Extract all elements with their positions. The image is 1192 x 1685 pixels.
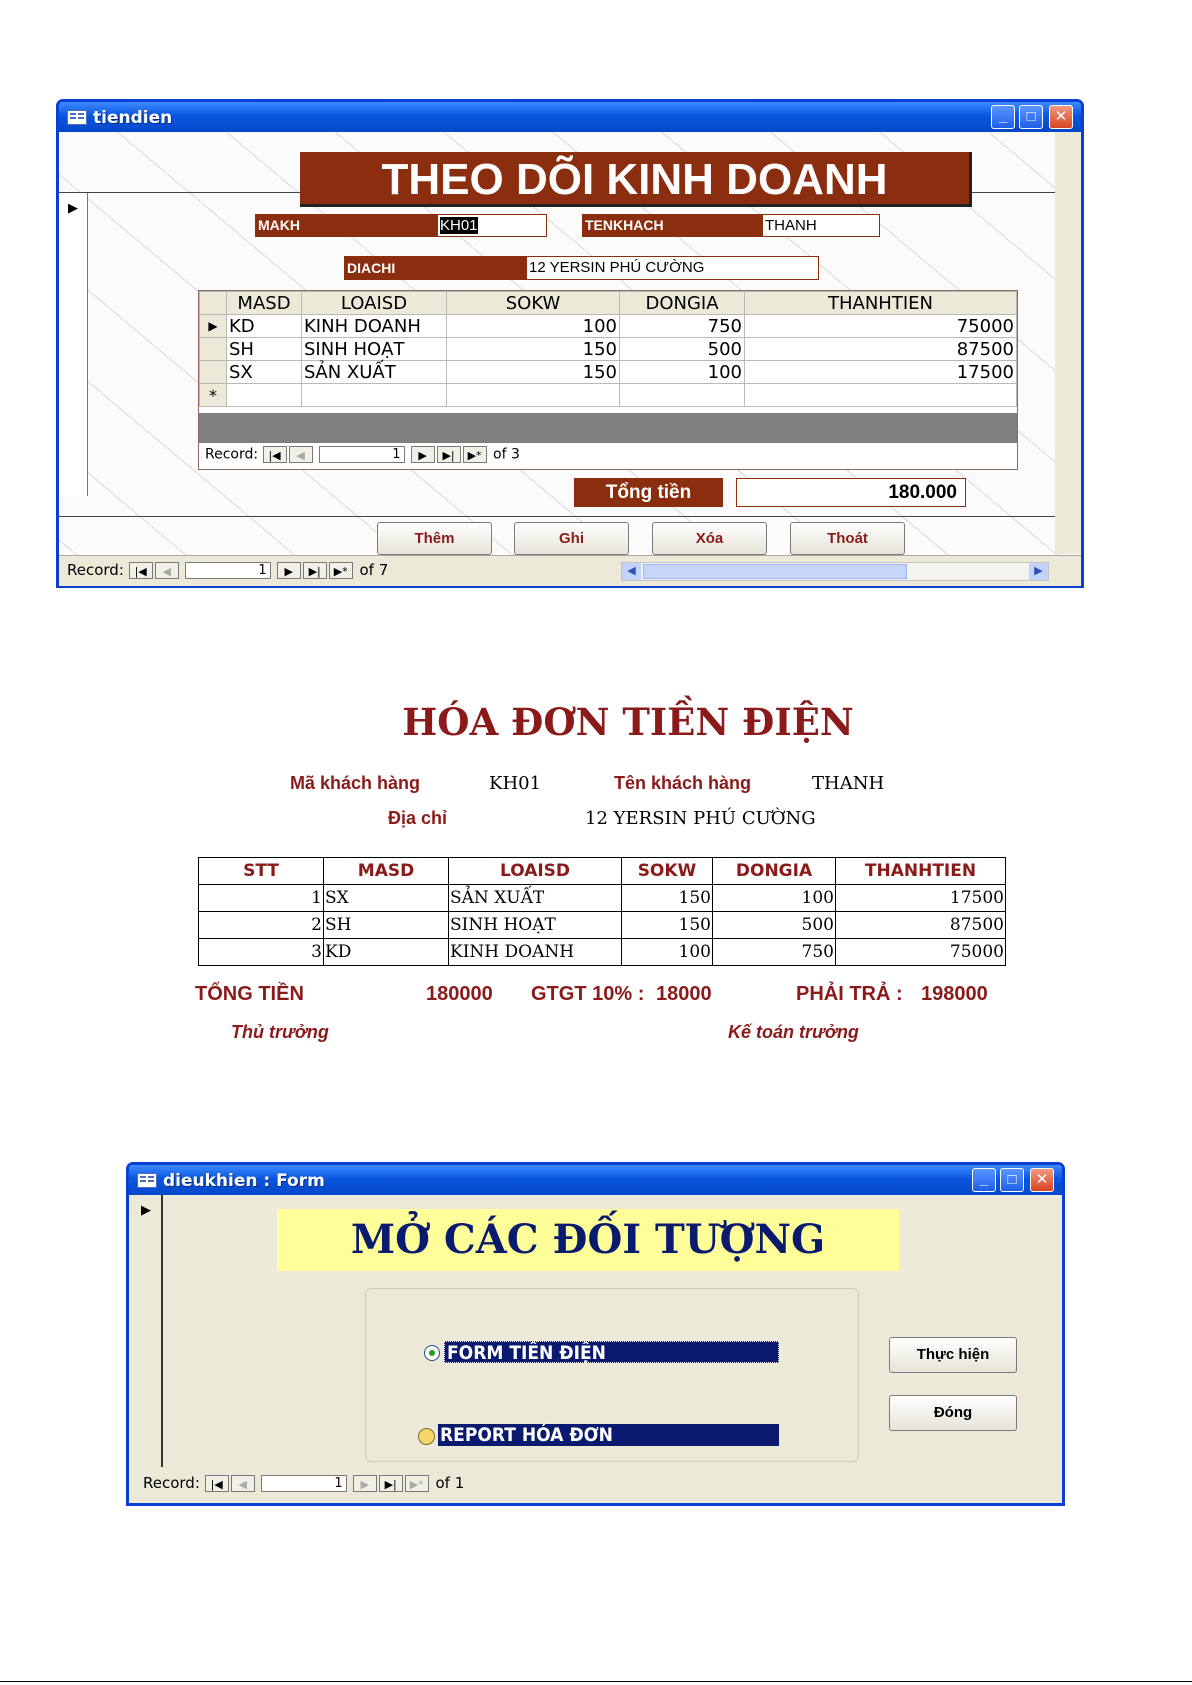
phai-tra-value: 198000 (921, 983, 988, 1005)
record-total: 7 (378, 561, 389, 579)
footer-divider (59, 516, 1055, 517)
report-ten-label: Tên khách hàng (614, 773, 752, 793)
last-record-button[interactable]: ▶| (303, 562, 327, 579)
col-sokw: SOKW (622, 858, 713, 885)
col-sokw[interactable]: SOKW (447, 292, 620, 315)
title-bar[interactable] (129, 1165, 1062, 1195)
table-row[interactable] (200, 338, 1017, 361)
prev-record-button[interactable]: ◀ (231, 1475, 255, 1492)
radio-dot-icon (429, 1350, 435, 1356)
table-row (199, 912, 1006, 939)
cell[interactable]: 150 (447, 361, 620, 384)
record-number-input[interactable]: 1 (319, 446, 405, 463)
cell[interactable]: 150 (447, 338, 620, 361)
window-title: dieukhien : Form (163, 1171, 325, 1191)
total-field[interactable]: 180.000 (736, 478, 966, 507)
col-dongia[interactable]: DONGIA (620, 292, 745, 315)
report-title: HÓA ĐƠN TIỀN ĐIỆN (402, 700, 854, 744)
record-of: of (493, 446, 507, 463)
cell: 100 (713, 885, 836, 912)
record-number-input[interactable]: 1 (261, 1475, 347, 1492)
cell[interactable] (745, 384, 1017, 407)
cell[interactable]: 100 (447, 315, 620, 338)
cell[interactable]: SH (227, 338, 302, 361)
cell: 75000 (836, 939, 1006, 966)
diachi-field[interactable]: 12 YERSIN PHÚ CƯỜNG (526, 256, 819, 280)
tenkhach-label: TENKHACH (582, 214, 762, 237)
cell: 2 (199, 912, 324, 939)
next-record-button[interactable]: ▶ (277, 562, 301, 579)
cell[interactable] (302, 384, 447, 407)
record-selector[interactable] (59, 192, 88, 496)
maximize-button[interactable]: □ (1019, 105, 1043, 129)
tong-tien-label: TỔNG TIỀN (195, 983, 304, 1005)
new-record-row[interactable] (200, 384, 1017, 407)
cell: 87500 (836, 912, 1006, 939)
cell[interactable] (447, 384, 620, 407)
table-row (199, 885, 1006, 912)
col-loaisd[interactable]: LOAISD (302, 292, 447, 315)
col-loaisd: LOAISD (449, 858, 622, 885)
tiendien-window (56, 99, 1084, 588)
window-title: tiendien (93, 108, 173, 128)
add-button[interactable]: Thêm (377, 522, 492, 555)
first-record-button[interactable]: |◀ (205, 1475, 229, 1492)
option-label[interactable]: FORM TIỀN ĐIỆN (444, 1341, 779, 1363)
report-makh-label: Mã khách hàng (290, 773, 421, 793)
subform-empty-area (199, 413, 1017, 443)
new-record-button[interactable]: ▶* (405, 1475, 429, 1492)
record-selector[interactable] (129, 1195, 163, 1467)
cell[interactable]: SẢN XUẤT (302, 361, 447, 384)
makh-label: MAKH (255, 214, 437, 237)
scroll-thumb[interactable] (643, 564, 907, 579)
radio-icon[interactable] (418, 1428, 435, 1445)
cell: 100 (622, 939, 713, 966)
col-dongia: DONGIA (713, 858, 836, 885)
cell: SINH HOẠT (449, 912, 622, 939)
cell[interactable]: 75000 (745, 315, 1017, 338)
cell[interactable]: 87500 (745, 338, 1017, 361)
close-button[interactable]: ✕ (1049, 105, 1073, 129)
close-button[interactable]: ✕ (1030, 1168, 1054, 1192)
report-diachi-value: 12 YERSIN PHÚ CƯỜNG (585, 808, 816, 829)
record-label: Record: (205, 446, 259, 463)
record-navigator (143, 1474, 464, 1492)
signature-right: Kế toán trưởng (728, 1022, 859, 1042)
form-header: MỞ CÁC ĐỐI TƯỢNG (277, 1209, 899, 1271)
row-selector[interactable] (200, 361, 227, 384)
cell: SX (324, 885, 449, 912)
report-diachi-label: Địa chỉ (388, 808, 448, 828)
exit-button[interactable]: Thoát (790, 522, 905, 555)
col-masd: MASD (324, 858, 449, 885)
diachi-label: DIACHI (344, 256, 526, 280)
cell[interactable]: SINH HOẠT (302, 338, 447, 361)
close-form-button[interactable]: Đóng (889, 1395, 1017, 1431)
dieukhien-window (126, 1162, 1065, 1506)
col-thanhtien[interactable]: THANHTIEN (745, 292, 1017, 315)
cell: 500 (713, 912, 836, 939)
subform (198, 290, 1018, 470)
subform-record-navigator (205, 446, 520, 463)
last-record-button[interactable]: ▶| (437, 446, 461, 463)
col-masd[interactable]: MASD (227, 292, 302, 315)
title-bar[interactable] (59, 102, 1081, 132)
record-label: Record: (143, 1474, 200, 1492)
execute-button[interactable]: Thực hiện (889, 1337, 1017, 1373)
cell: 150 (622, 885, 713, 912)
new-record-button[interactable]: ▶* (463, 446, 487, 463)
cell[interactable]: 500 (620, 338, 745, 361)
gtgt-label: GTGT 10% : (531, 983, 645, 1005)
report-makh-value: KH01 (489, 773, 542, 794)
first-record-button[interactable]: |◀ (263, 446, 287, 463)
current-record-icon: ▶ (68, 200, 78, 215)
record-number-input[interactable]: 1 (185, 562, 271, 579)
cell[interactable]: SX (227, 361, 302, 384)
subform-grid (199, 291, 1017, 407)
subform-header-row (200, 292, 1017, 315)
current-record-icon: ▶ (141, 1202, 151, 1217)
form-client (59, 132, 1081, 585)
status-bar (59, 555, 1081, 586)
option-label[interactable]: REPORT HÓA ĐƠN (438, 1424, 779, 1446)
next-record-button[interactable]: ▶ (411, 446, 435, 463)
cell[interactable]: 100 (620, 361, 745, 384)
corner-cell (200, 292, 227, 315)
form-icon (137, 1173, 157, 1188)
save-button[interactable]: Ghi (514, 522, 629, 555)
tenkhach-field[interactable]: THANH (762, 214, 880, 237)
cell: 150 (622, 912, 713, 939)
maximize-button[interactable]: □ (1000, 1168, 1024, 1192)
cell[interactable] (620, 384, 745, 407)
scroll-left-button[interactable]: ◀ (622, 563, 641, 580)
cell: 17500 (836, 885, 1006, 912)
cell: KD (324, 939, 449, 966)
minimize-button[interactable]: _ (972, 1168, 996, 1192)
cell: 750 (713, 939, 836, 966)
prev-record-button[interactable]: ◀ (289, 446, 313, 463)
form-client (129, 1195, 1062, 1503)
cell: SH (324, 912, 449, 939)
form-icon (67, 110, 87, 125)
record-navigator (67, 561, 388, 579)
cell: SẢN XUẤT (449, 885, 622, 912)
table-row[interactable] (200, 361, 1017, 384)
table-row (199, 939, 1006, 966)
total-label: Tổng tiền (574, 478, 723, 507)
cell: KINH DOANH (449, 939, 622, 966)
signature-left: Thủ trưởng (231, 1022, 329, 1042)
scroll-right-button[interactable]: ▶ (1029, 563, 1048, 580)
cell[interactable]: KD (227, 315, 302, 338)
prev-record-button[interactable]: ◀ (155, 562, 179, 579)
tong-tien-value: 180000 (426, 983, 493, 1005)
delete-button[interactable]: Xóa (652, 522, 767, 555)
radio-icon[interactable] (424, 1345, 440, 1361)
record-total: 1 (454, 1474, 465, 1492)
cell[interactable]: KINH DOANH (302, 315, 447, 338)
table-row[interactable] (200, 315, 1017, 338)
cell: 3 (199, 939, 324, 966)
makh-value: KH01 (440, 217, 478, 234)
row-selector[interactable]: ▶ (200, 315, 227, 338)
gtgt-value: 18000 (656, 983, 712, 1005)
col-stt: STT (199, 858, 324, 885)
report-ten-value: THANH (812, 773, 885, 794)
report-header-row (199, 858, 1006, 885)
cell[interactable]: 750 (620, 315, 745, 338)
new-record-icon[interactable]: * (200, 384, 227, 407)
record-label: Record: (67, 561, 124, 579)
form-header: THEO DÕI KINH DOANH (300, 152, 972, 207)
first-record-button[interactable]: |◀ (129, 562, 153, 579)
record-of: of (359, 561, 374, 579)
minimize-button[interactable]: _ (991, 105, 1015, 129)
report-table (198, 857, 1006, 966)
cell[interactable]: 17500 (745, 361, 1017, 384)
next-record-button[interactable]: ▶ (353, 1475, 377, 1492)
makh-field[interactable] (437, 214, 547, 237)
row-selector[interactable] (200, 338, 227, 361)
new-record-button[interactable]: ▶* (329, 562, 353, 579)
horizontal-scrollbar[interactable] (621, 562, 1049, 581)
record-total: 3 (510, 446, 520, 463)
cell: 1 (199, 885, 324, 912)
phai-tra-label: PHẢI TRẢ : (796, 983, 903, 1005)
right-margin (1055, 132, 1081, 554)
last-record-button[interactable]: ▶| (379, 1475, 403, 1492)
cell[interactable] (227, 384, 302, 407)
record-of: of (435, 1474, 450, 1492)
page-bottom-rule (0, 1681, 1192, 1682)
col-thanhtien: THANHTIEN (836, 858, 1006, 885)
